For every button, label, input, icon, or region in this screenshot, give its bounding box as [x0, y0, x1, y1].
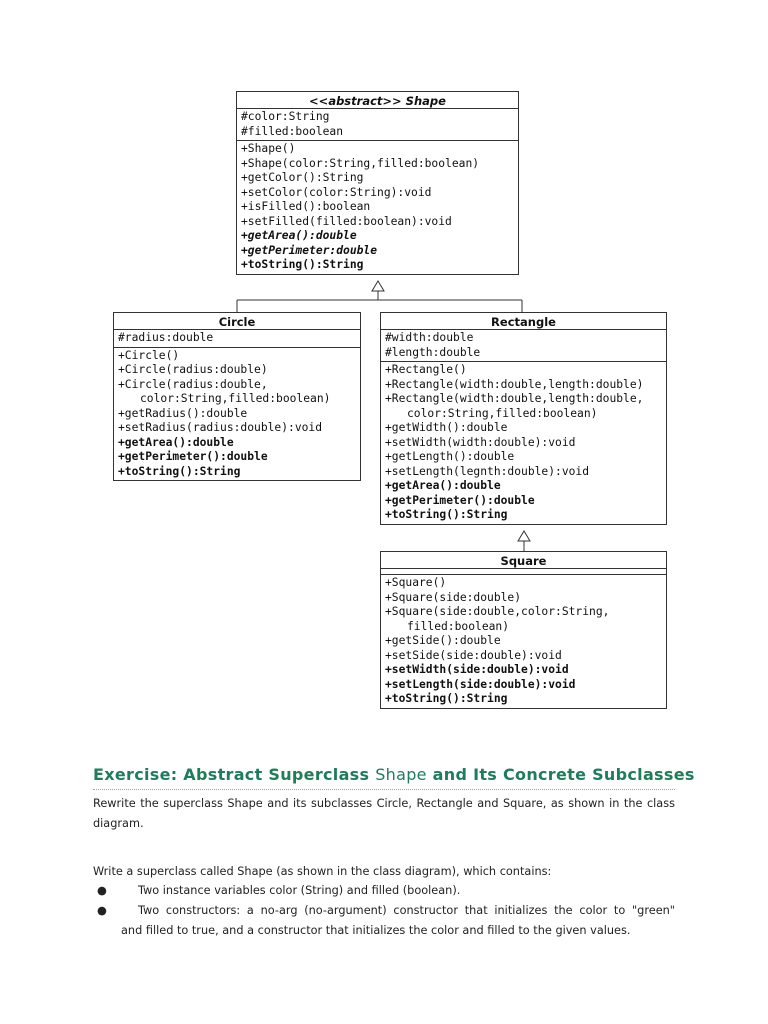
uml-class-circle [113, 312, 361, 481]
uml-method: +getArea():double [385, 479, 501, 492]
uml-method: +Rectangle(width:double,length:double) [385, 377, 644, 391]
uml-method: +getRadius():double [118, 406, 248, 420]
uml-method: +Square(side:double) [385, 590, 522, 604]
uml-attributes [114, 330, 360, 348]
bullet-item [93, 881, 675, 901]
uml-method: +Circle() [118, 348, 180, 362]
uml-method: +setRadius(radius:double):void [118, 421, 323, 434]
bullet-text-continued: and filled to true, and a constructor that initializes the color and filled to the given values. [121, 924, 631, 937]
exercise-heading [93, 765, 695, 784]
contains-paragraph: Write a superclass called Shape (as shown in the class diagram), which contains: [93, 865, 552, 878]
uml-method: +isFilled():boolean [241, 200, 371, 213]
uml-method: +setWidth(width:double):void [385, 435, 576, 449]
uml-method: +getPerimeter():double [385, 493, 535, 507]
heading-prefix: Exercise: Abstract Superclass [93, 765, 376, 784]
uml-method: +Square(side:double,color:String, [385, 605, 610, 618]
intro-paragraph-line1: Rewrite the superclass Shape and its subclasses Circle, Rectangle and Square, as shown in the class [93, 797, 675, 810]
uml-method: filled:boolean) [407, 619, 510, 633]
uml-attributes [381, 330, 666, 362]
uml-attribute: #width:double [385, 331, 474, 344]
uml-method: +Square() [385, 576, 447, 589]
heading-code: Shape [375, 765, 427, 784]
uml-method: +Circle(radius:double, [118, 377, 268, 391]
intro-paragraph-line2: diagram. [93, 817, 144, 830]
uml-method: +setFilled(filled:boolean):void [241, 214, 452, 228]
uml-method: +getLength():double [385, 450, 515, 463]
heading-suffix: and Its Concrete Subclasses [426, 765, 695, 784]
bullet-dot-icon: ● [97, 884, 107, 897]
uml-method: color:String,filled:boolean) [140, 392, 331, 405]
uml-method: +Rectangle(width:double,length:double, [385, 392, 644, 405]
uml-method: +Circle(radius:double) [118, 363, 268, 376]
bullet-text: Two instance variables color (String) and filled (boolean). [138, 884, 461, 897]
uml-methods [114, 348, 360, 481]
uml-method: color:String,filled:boolean) [407, 406, 598, 420]
uml-methods [381, 362, 666, 524]
uml-class-title: Circle [114, 313, 360, 330]
uml-attribute: #filled:boolean [241, 124, 344, 138]
uml-class-title: <<abstract>> Shape [237, 92, 518, 109]
uml-class-rectangle [380, 312, 667, 525]
uml-method: +setSide(side:double):void [385, 648, 562, 662]
uml-attribute: #radius:double [118, 331, 214, 344]
uml-method: +setLength(side:double):void [385, 677, 576, 691]
uml-method: +setLength(legnth:double):void [385, 464, 590, 478]
uml-method: +getSide():double [385, 634, 501, 647]
uml-method: +getColor():String [241, 171, 364, 184]
uml-method: +toString():String [241, 258, 364, 271]
bullet-text: Two constructors: a no-arg (no-argument) constructor that initializes the color to "green" [138, 904, 675, 917]
uml-method: +setWidth(side:double):void [385, 663, 569, 676]
heading-divider [93, 789, 675, 790]
uml-attribute: #color:String [241, 110, 330, 123]
uml-methods [381, 575, 666, 708]
uml-method: +Shape(color:String,filled:boolean) [241, 156, 480, 170]
uml-method: +toString():String [385, 508, 508, 521]
uml-method: +Rectangle() [385, 363, 467, 376]
uml-method: +getPerimeter:double [241, 243, 378, 257]
uml-class-title: Rectangle [381, 313, 666, 330]
uml-method: +getArea():double [118, 435, 234, 449]
bullet-dot-icon: ● [97, 904, 107, 917]
uml-methods [237, 141, 518, 274]
uml-method: +setColor(color:String):void [241, 185, 432, 199]
generalization-arrowhead-rectangle [518, 531, 530, 541]
uml-attribute: #length:double [385, 345, 481, 359]
uml-method: +Shape() [241, 142, 296, 155]
uml-attributes [237, 109, 518, 141]
uml-method: +getArea():double [241, 229, 357, 242]
generalization-arrowhead-shape [372, 281, 384, 291]
uml-class-shape [236, 91, 519, 275]
uml-method: +getPerimeter():double [118, 450, 268, 463]
uml-method: +toString():String [385, 692, 508, 705]
uml-class-square [380, 551, 667, 709]
uml-method: +toString():String [118, 464, 241, 478]
uml-method: +getWidth():double [385, 421, 508, 434]
bullet-item [93, 901, 675, 941]
uml-class-title: Square [381, 552, 666, 569]
